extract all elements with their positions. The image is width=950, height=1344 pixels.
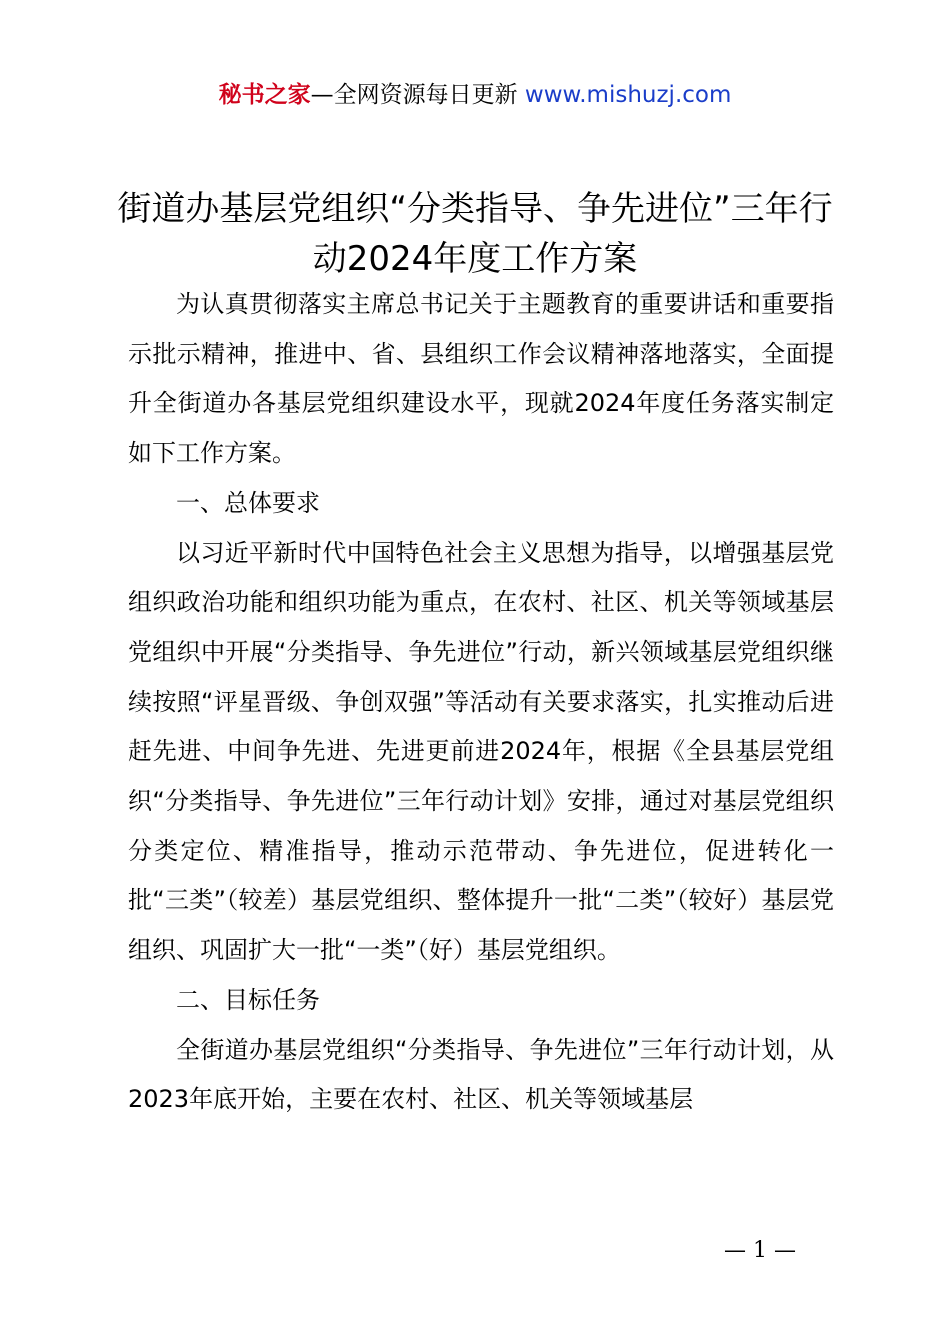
site-brand: 秘书之家 — [218, 82, 311, 108]
document-title: 街道办基层党组织“分类指导、争先进位”三年行动2024年度工作方案 — [117, 189, 833, 279]
document-body — [128, 280, 834, 1125]
site-url-link[interactable]: www.mishuzj.com — [524, 82, 732, 108]
site-tagline: —全网资源每日更新 — [310, 82, 518, 108]
page-number: — 1 — — [724, 1238, 796, 1263]
site-header — [0, 78, 950, 112]
target-tasks-paragraph: 全街道办基层党组织“分类指导、争先进位”三年行动计划，从2023年底开始，主要在农村、社区、机关等领域基层 — [128, 1035, 834, 1114]
section-heading-general-requirements: 一、总体要求 — [176, 488, 320, 517]
section-heading-target-tasks: 二、目标任务 — [176, 985, 320, 1014]
general-requirements-paragraph: 以习近平新时代中国特色社会主义思想为指导，以增强基层党组织政治功能和组织功能为重点，在农村、社区、机关等领域基层党组织中开展“分类指导、争先进位”行动，新兴领域基层党组织继续按照“评星晋级、争创双强”等活动有关要求落实，扎实推动后进赶先进、中间争先进、先进更前进2024年，根据《全县基层党组织“分类指导、争先进位”三年行动计划》安排，通过对基层党组织分类定位、精准指导，推动示范带动、争先进位，促进转化一批“三类”（较差）基层党组织、整体提升一批“二类”（较好）基层党组织、巩固扩大一批“一类”（好）基层党组织。 — [128, 538, 834, 965]
intro-paragraph: 为认真贯彻落实主席总书记关于主题教育的重要讲话和重要指示批示精神，推进中、省、县组织工作会议精神落地落实，全面提升全街道办各基层党组织建设水平，现就2024年度任务落实制定如下工作方案。 — [128, 290, 834, 468]
